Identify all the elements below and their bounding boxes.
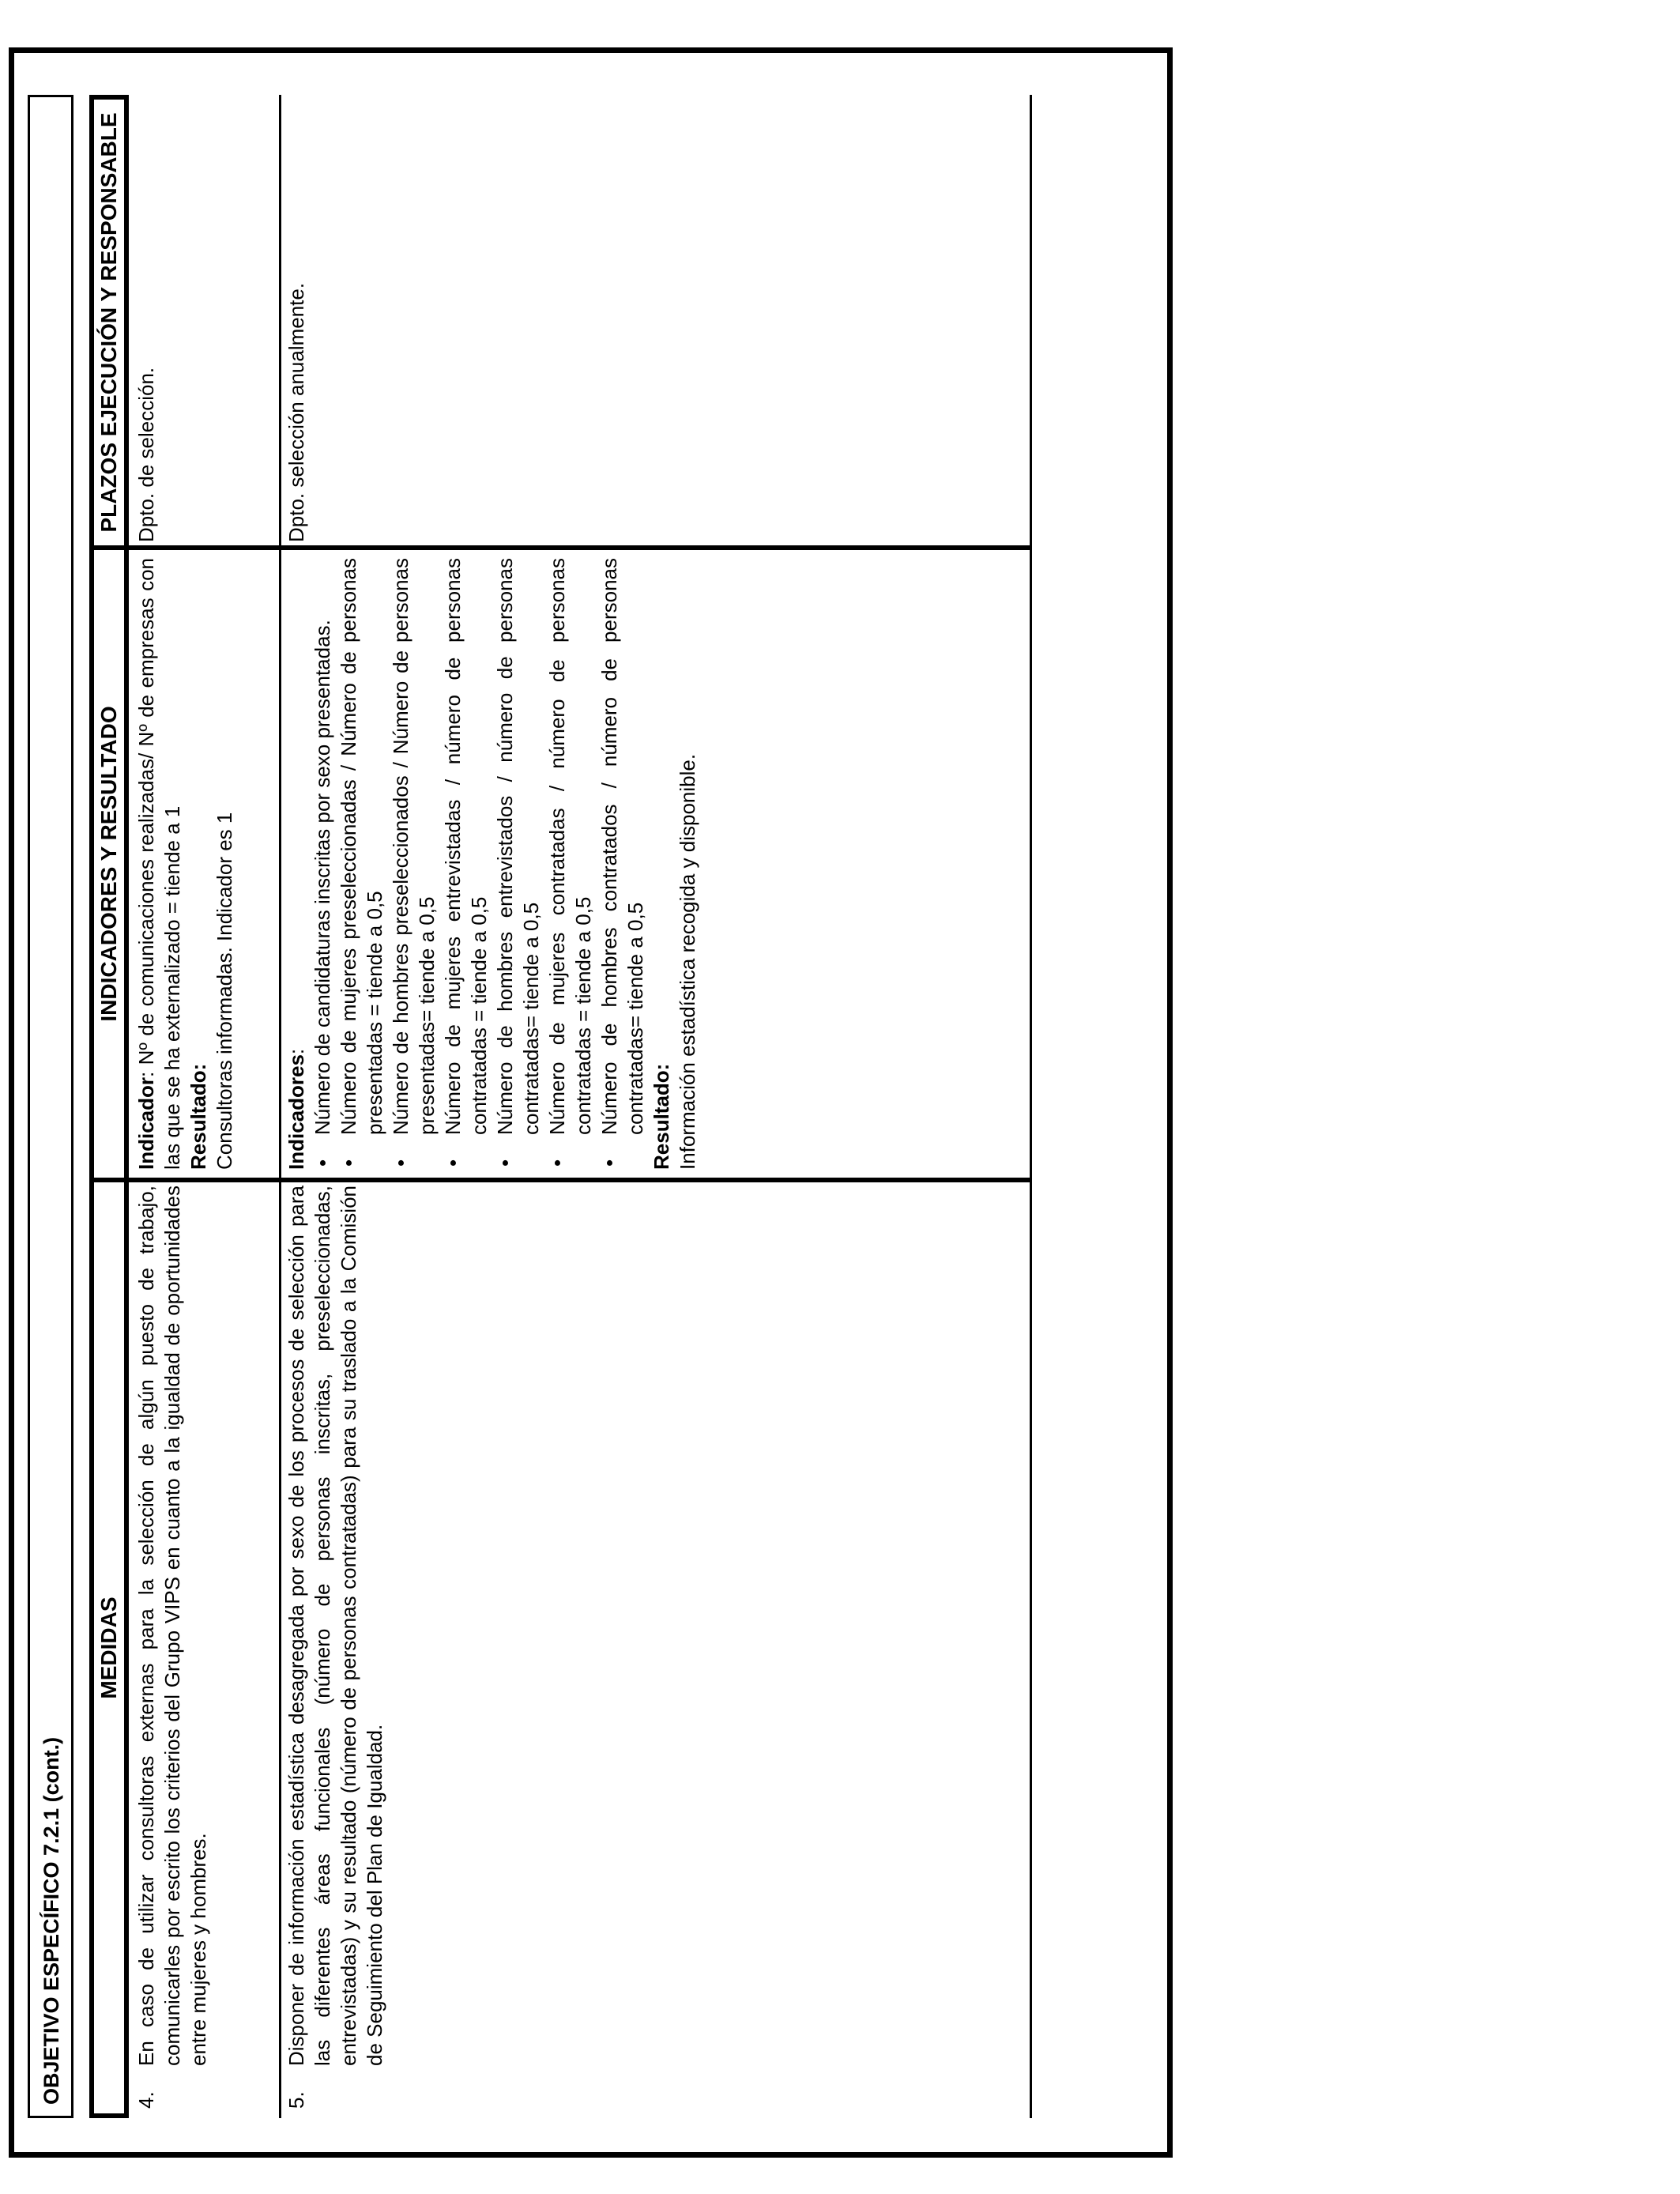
bullet-icon: •: [545, 1159, 569, 1167]
plazo-cell: Dpto. selección anualmente.: [284, 282, 308, 542]
resultado-label: Resultado:: [650, 1063, 673, 1170]
bullet-icon: •: [389, 1159, 412, 1167]
table-bottom-rule: [1030, 95, 1032, 2118]
list-item: • Número de candidaturas inscritas por sexo presentadas.: [311, 620, 334, 1167]
list-item: • Número de mujeres preseleccionadas / Número de personas presentadas = tiende a 0,5: [337, 558, 386, 1167]
row-number: 5.: [284, 2091, 308, 2109]
medida-text: En caso de utilizar consultoras externas para la selección de algún puesto de trabajo, comunicarles por escrito los criterios del Grupo VIPS en cuanto a la igualdad de oportunidades entre mujeres y hombres.: [134, 1186, 210, 2066]
table-row: [129, 95, 281, 2118]
resultado-label: Resultado:: [186, 1063, 210, 1170]
bullet-icon: •: [493, 1159, 517, 1167]
indicador-cell: [129, 545, 279, 1182]
list-item: • Número de hombres contratados / número de personas contratadas= tiende a 0,5: [597, 558, 647, 1167]
resultado-text: Información estadística recogida y disponible.: [676, 753, 699, 1170]
bullet-icon: •: [597, 1159, 621, 1167]
indicador-label: Indicador: [134, 1076, 158, 1170]
list-item: • Número de mujeres contratadas / número de personas contratadas = tiende a 0,5: [545, 558, 595, 1167]
medida-text: Disponer de información estadística desagregada por sexo de los procesos de selección para las diferentes áreas funcionales (número de personas inscritas, preseleccionadas, entrevistadas) y su resultado (número de personas contratadas) para su traslado a la Comisión de Seguimiento del Plan de Igualdad.: [284, 1186, 386, 2066]
table-row: [279, 95, 1030, 2118]
resultado-text: Consultoras informadas. Indicador es 1: [213, 812, 236, 1170]
medida-cell: [129, 1178, 212, 2118]
list-item: • Número de hombres entrevistados / número de personas contratadas= tiende a 0,5: [493, 558, 543, 1167]
objective-title: OBJETIVO ESPECÍFICO 7.2.1 (cont.): [28, 95, 73, 2118]
row-number: 4.: [134, 2091, 158, 2109]
list-item: • Número de hombres preseleccionados / Número de personas presentadas= tiende a 0,5: [389, 558, 439, 1167]
indicador-text: : Nº de comunicaciones realizadas/ Nº de empresas con las que se ha externalizado = tiende a 1: [134, 558, 184, 1170]
bullet-icon: •: [337, 1159, 360, 1167]
header-indicadores: INDICADORES Y RESULTADO: [89, 545, 129, 1182]
indicadores-colon: :: [284, 1048, 308, 1055]
plazo-cell: Dpto. de selección.: [134, 367, 158, 542]
bullet-icon: •: [311, 1159, 334, 1167]
indicador-cell: [279, 545, 1030, 1182]
header-plazos: PLAZOS EJECUCIÓN Y RESPONSABLE: [89, 95, 129, 550]
list-item: • Número de mujeres entrevistadas / número de personas contratadas = tiende a 0,5: [441, 558, 491, 1167]
indicadores-label: Indicadores: [284, 1054, 308, 1170]
bullet-icon: •: [441, 1159, 465, 1167]
indicator-list: [310, 558, 649, 1170]
medida-cell: [279, 1178, 388, 2118]
header-medidas: MEDIDAS: [89, 1178, 129, 2118]
rotated-page: [28, 79, 1142, 2134]
